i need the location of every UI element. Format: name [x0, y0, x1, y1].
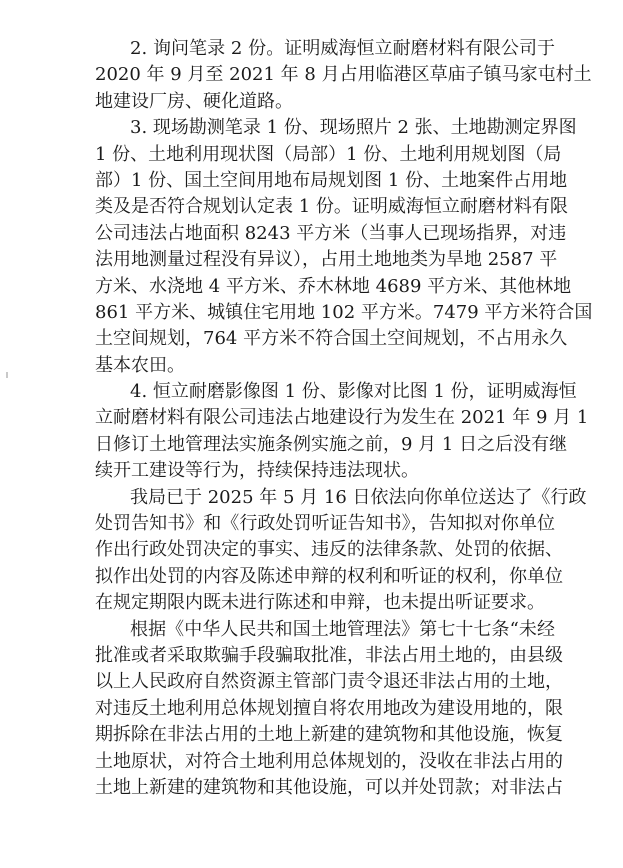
text-line: 在规定期限内既未进行陈述和申辩，也未提出听证要求。 [95, 592, 545, 614]
text-line: 土地上新建的建筑物和其他设施，可以并处罚款；对非法占 [95, 776, 563, 798]
text-line: 部）1 份、国土空间用地布局规划图 1 份、土地案件占用地 [95, 169, 568, 191]
text-line: 土地原状，对符合土地利用总体规划的，没收在非法占用的 [95, 750, 563, 772]
text-line: 3. 现场勘测笔录 1 份、现场照片 2 张、土地勘测定界图 [130, 117, 577, 139]
text-line: 2. 询问笔录 2 份。证明威海恒立耐磨材料有限公司于 [130, 38, 555, 59]
text-line: 我局已于 2025 年 5 月 16 日依法向你单位送达了《行政 [130, 486, 587, 508]
text-line: 根据《中华人民共和国土地管理法》第七十七条“未经 [130, 618, 555, 640]
text-line: 拟作出处罚的内容及陈述申辩的权利和听证的权利，你单位 [95, 565, 563, 587]
text-line: 以上人民政府自然资源主管部门责令退还非法占用的土地， [95, 671, 563, 693]
text-line: 批准或者采取欺骗手段骗取批准，非法占用土地的，由县级 [95, 644, 563, 666]
margin-mark [6, 372, 8, 378]
text-line: 续开工建设等行为，持续保持违法现状。 [95, 460, 419, 482]
text-line: 日修订土地管理法实施条例实施之前，9 月 1 日之后没有继 [95, 433, 568, 455]
text-line: 方米、水浇地 4 平方米、乔木林地 4689 平方米、其他林地 [95, 275, 572, 297]
text-line: 2020 年 9 月至 2021 年 8 月占用临港区草庙子镇马家屯村土 [95, 64, 592, 86]
text-line: 公司违法占地面积 8243 平方米（当事人已现场指界，对违 [95, 222, 567, 244]
text-line: 类及是否符合规划认定表 1 份。证明威海恒立耐磨材料有限 [95, 196, 568, 218]
text-line: 期拆除在非法占用的土地上新建的建筑物和其他设施，恢复 [95, 724, 563, 746]
text-line: 立耐磨材料有限公司违法占地建设行为发生在 2021 年 9 月 1 [95, 407, 589, 429]
text-line: 基本农田。 [95, 354, 185, 376]
text-line: 法用地测量过程没有异议），占用土地地类为旱地 2587 平 [95, 249, 558, 271]
text-line: 861 平方米、城镇住宅用地 102 平方米。7479 平方米符合国 [95, 301, 593, 323]
body-text [95, 36, 593, 801]
text-line: 处罚告知书》和《行政处罚听证告知书》，告知拟对你单位 [95, 513, 555, 535]
text-line: 地建设厂房、硬化道路。 [95, 90, 293, 112]
text-line: 1 份、土地利用现状图（局部）1 份、土地利用规划图（局 [95, 143, 562, 165]
text-line: 4. 恒立耐磨影像图 1 份、影像对比图 1 份，证明威海恒 [130, 381, 577, 403]
text-line: 对违反土地利用总体规划擅自将农用地改为建设用地的，限 [95, 697, 563, 719]
text-line: 土空间规划，764 平方米不符合国土空间规划，不占用永久 [95, 328, 568, 350]
text-line: 作出行政处罚决定的事实、违反的法律条款、处罚的依据、 [95, 539, 563, 561]
